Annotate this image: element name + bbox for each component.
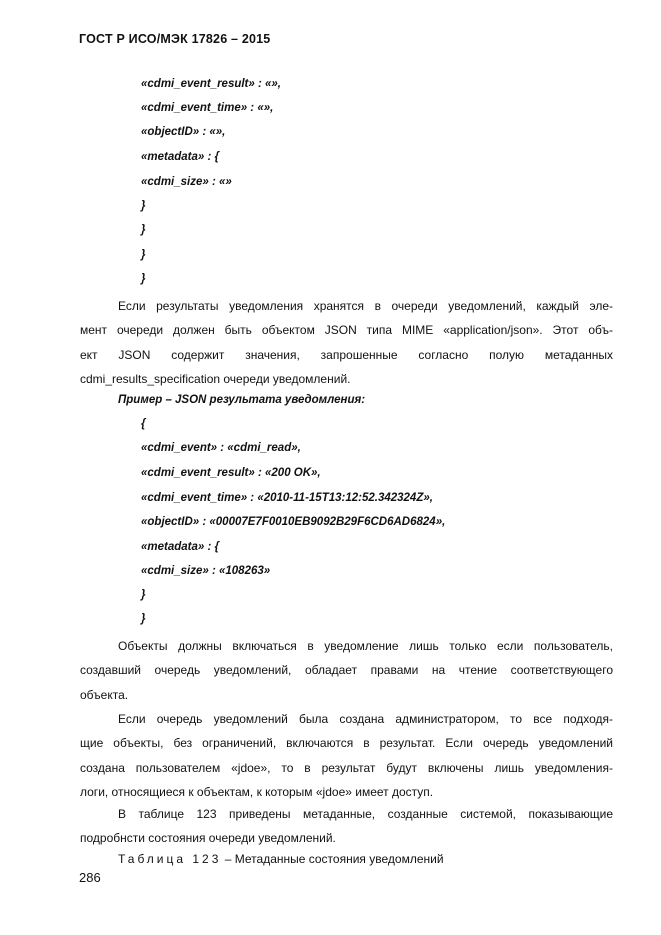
table-caption-text: – Метаданные состояния уведомлений [221, 852, 444, 866]
table-caption [118, 852, 444, 866]
paragraph-line: подробнсти состояния очереди уведомлений. [80, 831, 336, 846]
paragraph [80, 707, 613, 804]
code-line: } [141, 589, 146, 601]
paragraph-line: ект JSON содержит значения, запрошенные согласно полую метаданных [80, 347, 613, 362]
document-header: ГОСТ Р ИСО/МЭК 17826 – 2015 [79, 32, 271, 46]
code-line: { [141, 418, 146, 430]
code-line: «cdmi_event_result» : «», [141, 78, 281, 90]
code-line: «objectID» : «00007E7F0010EB9092B29F6CD6AD6824», [141, 516, 446, 528]
paragraph [80, 634, 613, 707]
code-line: «cdmi_event» : «cdmi_read», [141, 442, 301, 454]
paragraph-line: cdmi_results_specification очереди уведомлений. [80, 371, 351, 386]
code-line: «metadata» : { [141, 151, 219, 163]
code-line: «objectID» : «», [141, 126, 226, 138]
table-caption-label: Таблица 123 [118, 852, 222, 866]
paragraph-line: объекта. [80, 687, 129, 702]
code-line: «cdmi_size» : «108263» [141, 565, 271, 577]
paragraph-line: мент очереди должен быть объектом JSON типа MIME «application/json». Этот объ- [80, 323, 613, 338]
paragraph-line: логи, относящиеся к объектам, к которым «jdoe» имеет доступ. [80, 784, 434, 799]
paragraph [80, 294, 613, 391]
code-line: } [141, 613, 146, 625]
page-number: 286 [79, 870, 101, 885]
paragraph-line: Если очередь уведомлений была создана администратором, то все подходя- [118, 712, 613, 726]
code-line: «cdmi_event_result» : «200 OK», [141, 467, 321, 479]
paragraph-line: создана пользователем «jdoe», то в результат будут включены лишь уведомления- [80, 760, 613, 775]
code-line: } [141, 249, 146, 261]
paragraph-line: В таблице 123 приведены метаданные, созданные системой, показывающие [118, 807, 613, 821]
code-line: «cdmi_event_time» : «», [141, 102, 274, 114]
paragraph-line: щие объекты, без ограничений, включаются в результат. Если очередь уведомлений [80, 736, 613, 751]
code-line: } [141, 224, 146, 236]
code-line: «cdmi_event_time» : «2010-11-15T13:12:52.342324Z», [141, 492, 433, 504]
paragraph [80, 802, 613, 851]
paragraph-line: Объекты должны включаться в уведомление лишь только если пользователь, [118, 639, 613, 653]
code-line: } [141, 273, 146, 285]
code-line: } [141, 200, 146, 212]
example-title: Пример – JSON результата уведомления: [118, 394, 366, 406]
paragraph-line: создавший очередь уведомлений, обладает правами на чтение соответствующего [80, 663, 613, 678]
code-line: «metadata» : { [141, 541, 219, 553]
paragraph-line: Если результаты уведомления хранятся в очереди уведомлений, каждый эле- [118, 299, 613, 313]
code-line: «cdmi_size» : «» [141, 176, 232, 188]
